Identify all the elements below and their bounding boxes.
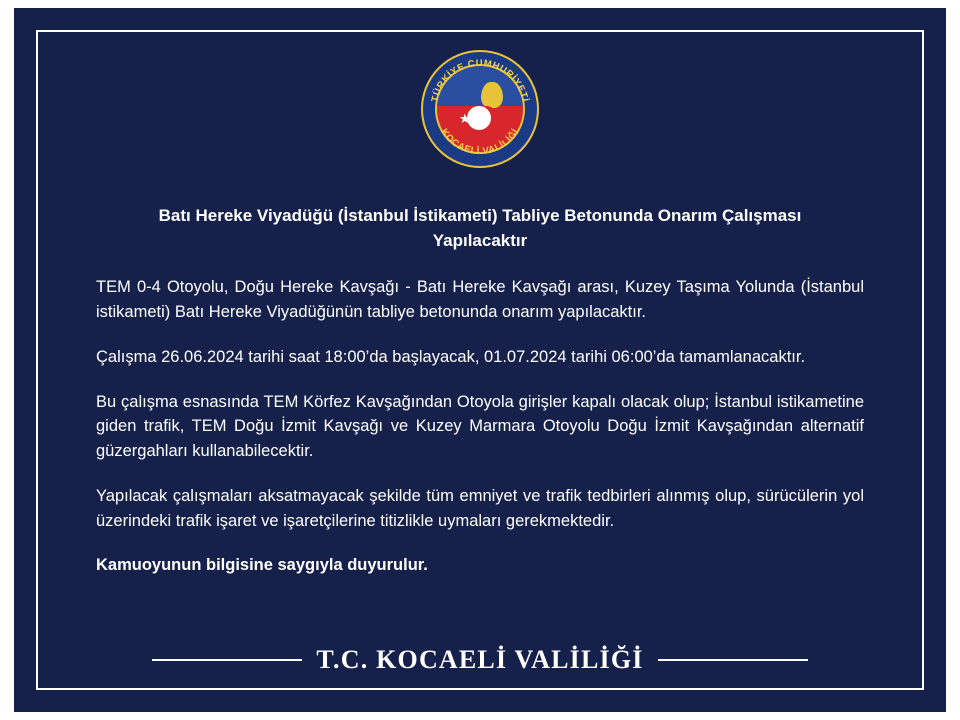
footer-rule-right (658, 659, 808, 661)
poster-footer (38, 640, 922, 680)
emblem-top-text: TÜRKİYE CUMHURİYETİ (429, 57, 531, 104)
announcement-paragraph-1: TEM 0-4 Otoyolu, Doğu Hereke Kavşağı - Batı Hereke Kavşağı arası, Kuzey Taşıma Yolunda (İstanbul istikameti) Batı Hereke Viyadüğünün tabliye betonunda onarım yapılacaktır. (96, 278, 864, 322)
announcement-closing: Kamuoyunun bilgisine saygıyla duyurulur. (96, 556, 428, 575)
star-icon: ★ (459, 111, 471, 126)
announcement-body (96, 204, 864, 578)
poster-inner-frame (36, 30, 924, 690)
announcement-paragraph-2: Çalışma 26.06.2024 tarihi saat 18:00’da başlayacak, 01.07.2024 tarihi 06:00’da tamamlanacaktır. (96, 347, 806, 366)
announcement-paragraph-4: Yapılacak çalışmaları aksatmayacak şekilde tüm emniyet ve trafik tedbirleri alınmış olup, sürücülerin yol üzerindeki trafik işaret ve işaretçilerine titizlikle uymaları gerekmektedir. (96, 486, 864, 530)
announcement-headline: Batı Hereke Viyadüğü (İstanbul İstikameti) Tabliye Betonunda Onarım Çalışması Yapılacaktır (158, 206, 802, 250)
kocaeli-governorship-emblem-icon (421, 50, 539, 168)
footer-title: T.C. KOCAELİ VALİLİĞİ (316, 645, 644, 674)
emblem-sky (437, 66, 523, 106)
footer-rule-left (152, 659, 302, 661)
announcement-poster (14, 8, 946, 712)
emblem-inner-disc (435, 64, 525, 154)
emblem-figure (481, 82, 503, 108)
emblem-container (38, 50, 922, 168)
emblem-bottom-text: KOCAELİ VALİLİĞİ (438, 126, 522, 158)
announcement-paragraph-3: Bu çalışma esnasında TEM Körfez Kavşağından Otoyola girişler kapalı olacak olup; İstanbul istikametine giden trafik, TEM Doğu İzmit Kavşağı ve Kuzey Marmara Otoyolu Doğu İzmit Kavşağından alternatif güzergahları kullanabilecektir. (96, 392, 864, 461)
